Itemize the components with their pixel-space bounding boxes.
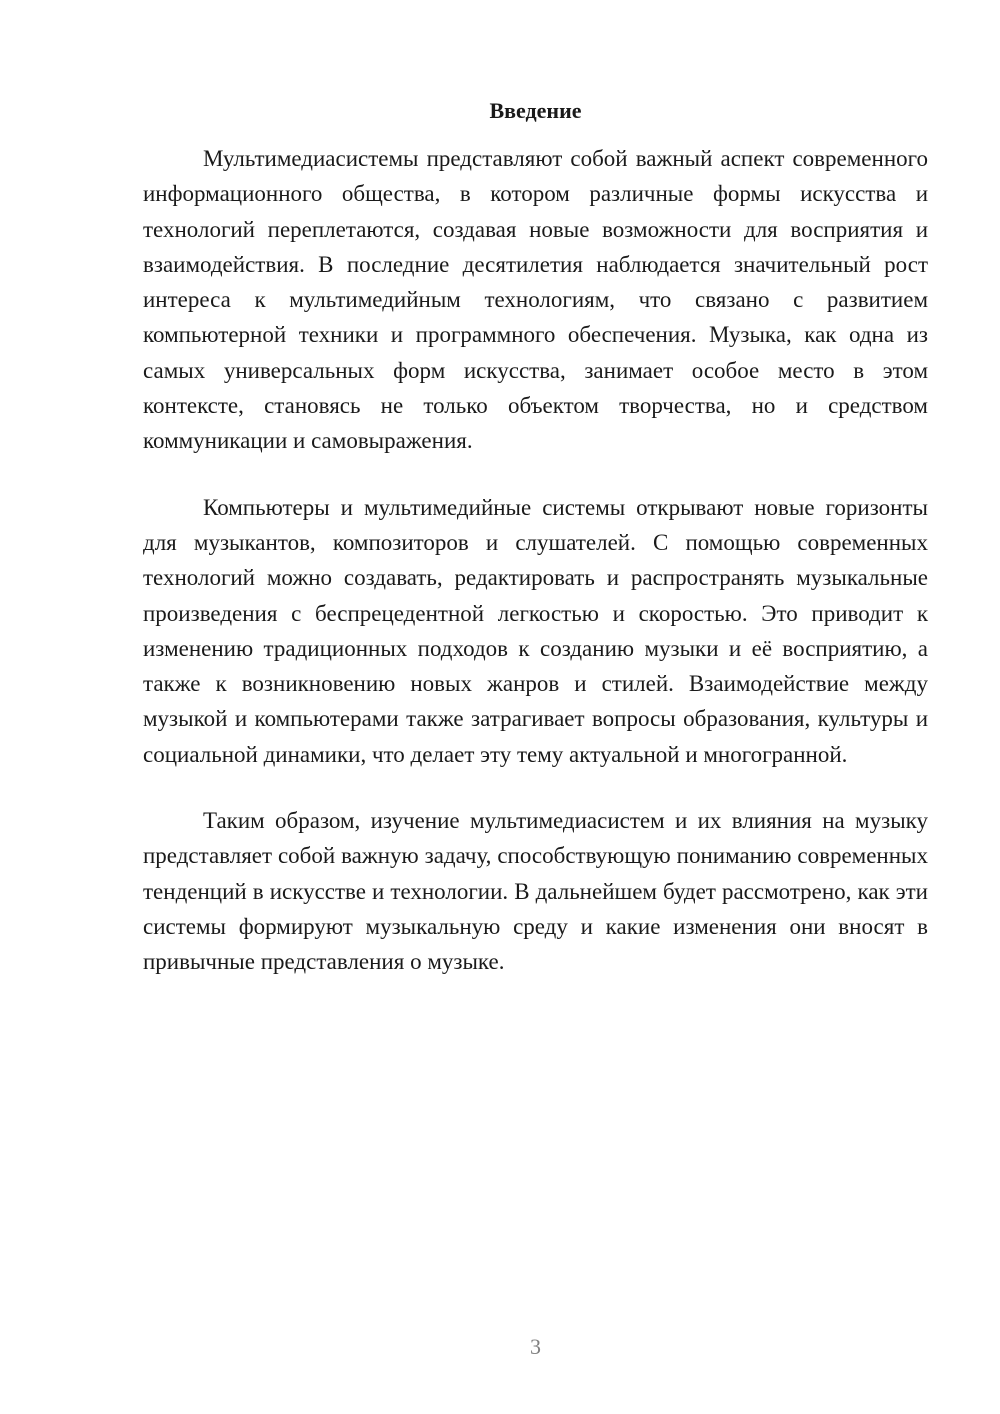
paragraph-1: Мультимедиасистемы представляют собой важный аспект современного информационного общества, в котором различные формы искусства и технологий переплетаются, создавая новые возможности для восприятия и взаимодействия. В последние десятилетия наблюдается значительный рост интереса к мультимедийным технологиям, что связано с развитием компьютерной техники и программного обеспечения. Музыка, как одна из самых универсальных форм искусства, занимает особое место в этом контексте, становясь не только объектом творчества, но и средством коммуникации и самовыражения. xyxy=(143,146,928,454)
page-title: Введение xyxy=(489,98,582,123)
paragraph-2: Компьютеры и мультимедийные системы открывают новые горизонты для музыкантов, композиторов и слушателей. С помощью современных технологий можно создавать, редактировать и распространять музыкальные произведения с беспрецедентной легкостью и скоростью. Это приводит к изменению традиционных подходов к созданию музыки и её восприятию, а также к возникновению новых жанров и стилей. Взаимодействие между музыкой и компьютерами также затрагивает вопросы образования, культуры и социальной динамики, что делает эту тему актуальной и многогранной. xyxy=(143,494,928,767)
paragraph-3: Таким образом, изучение мультимедиасистем и их влияния на музыку представляет собой важную задачу, способствующую пониманию современных тенденций в искусстве и технологии. В дальнейшем будет рассмотрено, как эти системы формируют музыкальную среду и какие изменения они вносят в привычные представления о музыке. xyxy=(143,808,928,975)
document-body xyxy=(143,141,928,1011)
page-number: 3 xyxy=(530,1334,541,1359)
